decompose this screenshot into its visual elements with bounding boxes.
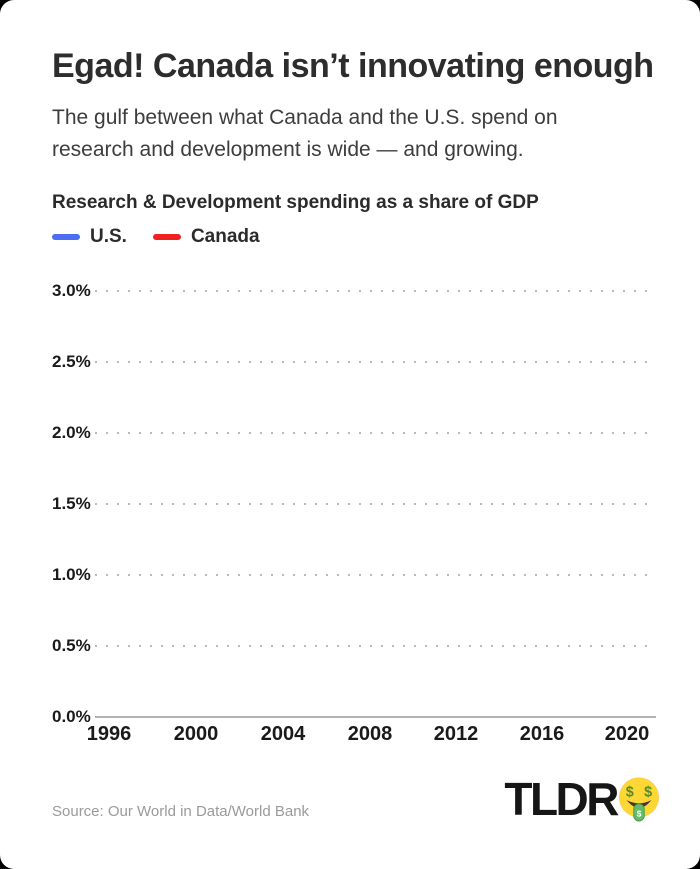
gridline [95,645,656,647]
gridline [95,290,656,292]
gridline-row [52,494,656,514]
svg-text:$: $ [644,784,653,801]
tldr-logo-text: TLDR [504,773,617,825]
legend-label-us: U.S. [90,226,127,247]
gridline [95,574,656,576]
y-axis-label: 3.0% [52,281,91,300]
x-axis-label: 1996 [86,723,132,745]
x-axis-line [95,716,656,718]
gridline [95,503,656,505]
money-mouth-emoji-icon [618,776,660,824]
x-axis-label: 2020 [604,723,650,745]
y-axis-label: 2.5% [52,352,91,371]
x-axis-label: 2000 [173,723,219,745]
gridline-row [52,565,656,585]
y-axis-label: 1.5% [52,494,91,513]
y-axis-label: 0.5% [52,636,91,655]
gridline [95,361,656,363]
x-axis-label: 2016 [519,723,565,745]
x-axis-label: 2004 [260,723,306,745]
y-axis-label: 1.0% [52,565,91,584]
subtitle: The gulf between what Canada and the U.S. spend on research and development is wide — and growing. [52,106,558,161]
gridline [95,432,656,434]
x-axis-label: 2012 [433,723,479,745]
gridline-row [52,423,656,443]
gridline-row [52,281,656,301]
y-axis-label: 2.0% [52,423,91,442]
svg-text:$: $ [636,808,642,819]
chart-title: Research & Development spending as a share of GDP [52,192,539,213]
tldr-logo [504,774,660,824]
y-axis-label: 0.0% [52,707,91,726]
legend-label-canada: Canada [190,226,260,247]
x-axis-label: 2008 [347,723,393,745]
page-title: Egad! Canada isn’t innovating enough [52,47,654,85]
source-note: Source: Our World in Data/World Bank [52,803,310,820]
gridline-row [52,352,656,372]
gridline-row [52,636,656,656]
svg-text:$: $ [625,784,634,801]
